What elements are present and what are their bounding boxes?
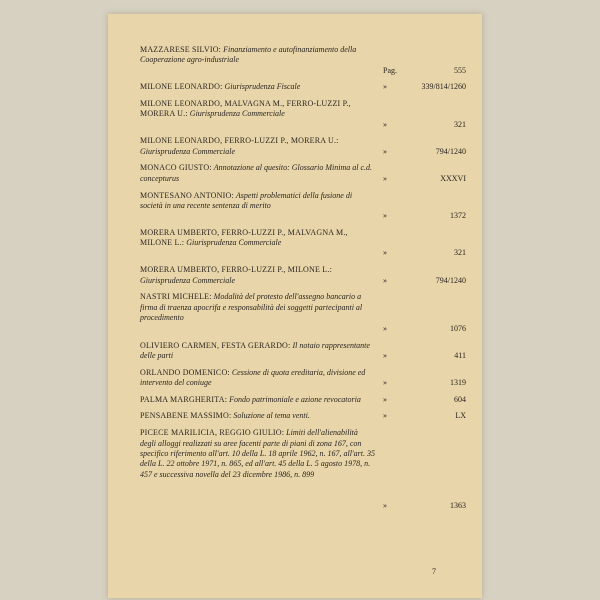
entry-title: Aspetti problematici della fusione di società in una recente sentenza di merito	[140, 190, 353, 210]
entry-author: MORERA UMBERTO, FERRO-LUZZI P., MALVAGNA M., MILONE L.:	[140, 227, 348, 248]
entry-prefix: »	[383, 146, 387, 156]
index-entry	[140, 395, 470, 405]
entry-reference	[375, 411, 470, 421]
entry-reference	[375, 66, 470, 76]
entry-prefix: »	[383, 82, 387, 92]
book-page	[108, 14, 482, 598]
entry-reference	[375, 211, 470, 221]
entry-reference	[375, 174, 470, 184]
entry-prefix: »	[383, 394, 387, 404]
entry-author: PALMA MARGHERITA:	[140, 394, 228, 404]
entry-title: Soluzione al tema venti.	[233, 411, 310, 421]
entry-author: NASTRI MICHELE:	[140, 292, 212, 302]
author-index-list	[140, 45, 470, 511]
entry-title: Giurisprudenza Commerciale	[186, 238, 282, 248]
entry-prefix: »	[383, 411, 387, 421]
index-entry	[140, 265, 470, 286]
entry-title: Giurisprudenza Commerciale	[140, 275, 236, 285]
entry-pages: 794/1240	[435, 146, 466, 156]
entry-pages: LX	[455, 411, 466, 421]
entry-author: MONACO GIUSTO:	[140, 163, 212, 173]
index-entry	[140, 228, 470, 259]
entry-title: Modalità del protesto dell'assegno bancario a firma di traenza apocrifa e responsabilità dei soggetti partecipanti al procedimento	[140, 292, 363, 323]
entry-author: MONTESANO ANTONIO:	[140, 190, 234, 200]
entry-author: MILONE LEONARDO, MALVAGNA M., FERRO-LUZZI P., MORERA U.:	[140, 99, 351, 119]
entry-pages: 604	[454, 394, 466, 404]
entry-prefix: »	[383, 500, 387, 510]
entry-pages: 321	[454, 248, 466, 258]
entry-reference	[375, 82, 470, 92]
entry-title: Finanziamento e autofinanziamento della Cooperazione agro-industriale	[140, 45, 357, 65]
entry-reference	[375, 395, 470, 405]
entry-title: Cessione di quota ereditaria, divisione ed intervento del coniuge	[140, 367, 366, 388]
entry-title: Giurisprudenza Fiscale	[224, 82, 301, 92]
entry-author: ORLANDO DOMENICO:	[140, 367, 230, 377]
index-entry	[140, 411, 470, 421]
index-entry	[140, 163, 470, 184]
entry-author: PENSABENE MASSIMO:	[140, 411, 232, 421]
entry-prefix: »	[383, 378, 387, 388]
entry-pages: XXXVI	[440, 173, 466, 183]
entry-author: MILONE LEONARDO, FERRO-LUZZI P., MORERA U.:	[140, 136, 339, 146]
entry-title: Fondo patrimoniale e azione revocatoria	[229, 394, 361, 404]
entry-prefix: »	[383, 323, 387, 333]
entry-prefix: »	[383, 173, 387, 183]
entry-pages: 1319	[450, 378, 466, 388]
index-entry	[140, 136, 470, 157]
entry-prefix: »	[383, 275, 387, 285]
index-entry	[140, 341, 470, 362]
index-entry	[140, 368, 470, 389]
entry-reference	[375, 351, 470, 361]
entry-prefix: »	[383, 350, 387, 360]
entry-reference	[375, 276, 470, 286]
entry-reference	[375, 120, 470, 130]
entry-title: Giurisprudenza Commerciale	[140, 146, 236, 156]
entry-title: Limiti dell'alienabilità degli alloggi realizzati su aree facenti parte di piani di zona 167, con specifico riferimento all'art. 10 della L. 18 aprile 1962, n. 167, all'art. 35 della L. 22 ottobre 1971, n. 865, ed all'art. 45 della L. 5 agosto 1978, n. 457 e successiva novella del 23 dicembre 1986, n. 899	[140, 428, 375, 479]
index-entry	[140, 82, 470, 92]
entry-author: MAZZARESE SILVIO:	[140, 45, 222, 54]
entry-pages: 411	[454, 350, 466, 360]
entry-pages: 794/1240	[435, 275, 466, 285]
entry-prefix: »	[383, 248, 387, 258]
entry-author: PICECE MARILICIA, REGGIO GIULIO:	[140, 428, 285, 438]
entry-reference	[375, 147, 470, 157]
index-entry	[140, 428, 470, 511]
entry-title: Il notaio rappresentante delle parti	[140, 340, 370, 360]
entry-reference	[375, 378, 470, 388]
entry-title: Annotazione al quesito: Glossario Minima al c.d. concepturus	[140, 163, 372, 183]
index-entry	[140, 191, 470, 222]
page-number: 7	[432, 567, 436, 576]
entry-author: OLIVIERO CARMEN, FESTA GERARDO:	[140, 340, 291, 350]
entry-reference	[375, 248, 470, 258]
entry-author: MORERA UMBERTO, FERRO-LUZZI P., MILONE L.:	[140, 265, 333, 275]
entry-reference	[375, 501, 470, 511]
entry-pages: 339/814/1260	[421, 82, 466, 92]
index-entry	[140, 292, 470, 334]
index-entry	[140, 99, 470, 130]
entry-pages: 1363	[450, 500, 466, 510]
entry-author: MILONE LEONARDO:	[140, 82, 223, 92]
entry-pages: 1076	[450, 323, 466, 333]
index-entry	[140, 45, 470, 76]
entry-prefix: Pag.	[383, 65, 397, 75]
entry-prefix: »	[383, 119, 387, 129]
entry-title: Giurisprudenza Commerciale	[189, 109, 285, 119]
entry-pages: 321	[454, 119, 466, 129]
entry-pages: 1372	[450, 211, 466, 221]
entry-reference	[375, 324, 470, 334]
entry-prefix: »	[383, 211, 387, 221]
entry-pages: 555	[454, 65, 466, 75]
